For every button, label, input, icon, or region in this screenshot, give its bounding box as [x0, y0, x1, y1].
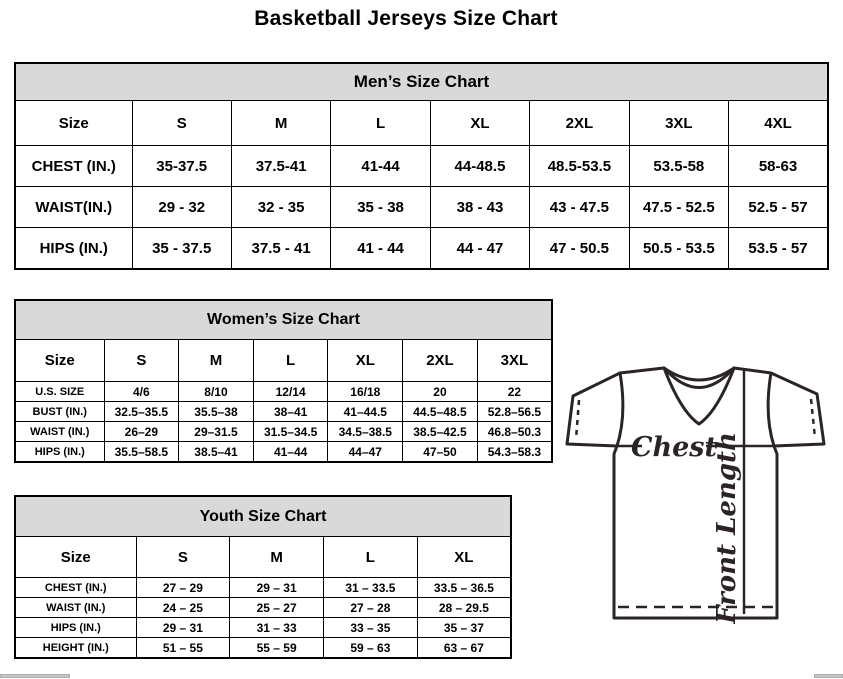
value-cell: 35 - 37.5	[132, 228, 231, 270]
row-label: HIPS (IN.)	[15, 442, 104, 463]
value-cell: 37.5-41	[231, 146, 330, 187]
youth-col-xl: XL	[417, 537, 511, 578]
womens-col-size: Size	[15, 340, 104, 382]
womens-column-header-row	[15, 340, 552, 382]
value-cell: 47–50	[403, 442, 478, 463]
value-cell: 31 – 33	[230, 618, 324, 638]
value-cell: 33.5 – 36.5	[417, 578, 511, 598]
scrollbar-fragment-right[interactable]	[814, 674, 843, 678]
value-cell: 48.5-53.5	[530, 146, 629, 187]
value-cell: 63 – 67	[417, 638, 511, 659]
mens-col-l: L	[331, 101, 430, 146]
youth-col-l: L	[324, 537, 418, 578]
row-label: U.S. SIZE	[15, 382, 104, 402]
row-label: HIPS (IN.)	[15, 228, 132, 270]
jersey-diagram	[563, 360, 839, 624]
value-cell: 4/6	[104, 382, 179, 402]
youth-title-row	[15, 496, 511, 537]
row-label: HEIGHT (IN.)	[15, 638, 136, 659]
row-label: CHEST (IN.)	[15, 578, 136, 598]
value-cell: 44–47	[328, 442, 403, 463]
mens-column-header-row	[15, 101, 828, 146]
value-cell: 27 – 29	[136, 578, 230, 598]
page-title: Basketball Jerseys Size Chart	[254, 7, 558, 30]
womens-col-l: L	[253, 340, 328, 382]
value-cell: 25 – 27	[230, 598, 324, 618]
collar-band-line-2	[665, 369, 733, 388]
value-cell: 59 – 63	[324, 638, 418, 659]
value-cell: 41-44	[331, 146, 430, 187]
row-label: WAIST(IN.)	[15, 187, 132, 228]
mens-col-3xl: 3XL	[629, 101, 728, 146]
value-cell: 35.5–38	[179, 402, 254, 422]
value-cell: 44.5–48.5	[403, 402, 478, 422]
value-cell: 51 – 55	[136, 638, 230, 659]
value-cell: 37.5 - 41	[231, 228, 330, 270]
value-cell: 53.5-58	[629, 146, 728, 187]
left-armhole-seam	[617, 373, 623, 446]
womens-col-2xl: 2XL	[403, 340, 478, 382]
right-armhole-seam	[768, 373, 774, 446]
row-label: CHEST (IN.)	[15, 146, 132, 187]
value-cell: 24 – 25	[136, 598, 230, 618]
value-cell: 28 – 29.5	[417, 598, 511, 618]
value-cell: 41–44	[253, 442, 328, 463]
value-cell: 50.5 - 53.5	[629, 228, 728, 270]
mens-table-title: Men’s Size Chart	[15, 63, 828, 101]
value-cell: 29–31.5	[179, 422, 254, 442]
mens-hips-row	[15, 228, 828, 270]
value-cell: 31 – 33.5	[324, 578, 418, 598]
value-cell: 29 – 31	[136, 618, 230, 638]
youth-chest-row	[15, 578, 511, 598]
value-cell: 35 – 37	[417, 618, 511, 638]
value-cell: 32.5–35.5	[104, 402, 179, 422]
youth-height-row	[15, 638, 511, 659]
mens-size-table	[14, 62, 829, 270]
youth-table-title: Youth Size Chart	[15, 496, 511, 537]
value-cell: 38.5–42.5	[403, 422, 478, 442]
value-cell: 34.5–38.5	[328, 422, 403, 442]
value-cell: 44 - 47	[430, 228, 529, 270]
value-cell: 46.8–50.3	[477, 422, 552, 442]
womens-waist-row	[15, 422, 552, 442]
value-cell: 41–44.5	[328, 402, 403, 422]
value-cell: 20	[403, 382, 478, 402]
value-cell: 53.5 - 57	[729, 228, 828, 270]
value-cell: 33 – 35	[324, 618, 418, 638]
mens-chest-row	[15, 146, 828, 187]
value-cell: 54.3–58.3	[477, 442, 552, 463]
chest-label: Chest	[631, 432, 717, 463]
womens-col-m: M	[179, 340, 254, 382]
value-cell: 22	[477, 382, 552, 402]
youth-col-size: Size	[15, 537, 136, 578]
youth-column-header-row	[15, 537, 511, 578]
mens-col-size: Size	[15, 101, 132, 146]
mens-col-4xl: 4XL	[729, 101, 828, 146]
value-cell: 47.5 - 52.5	[629, 187, 728, 228]
youth-hips-row	[15, 618, 511, 638]
value-cell: 41 - 44	[331, 228, 430, 270]
value-cell: 44-48.5	[430, 146, 529, 187]
value-cell: 29 – 31	[230, 578, 324, 598]
jersey-outline	[567, 368, 824, 618]
youth-col-m: M	[230, 537, 324, 578]
value-cell: 31.5–34.5	[253, 422, 328, 442]
value-cell: 47 - 50.5	[530, 228, 629, 270]
value-cell: 35.5–58.5	[104, 442, 179, 463]
value-cell: 26–29	[104, 422, 179, 442]
mens-title-row	[15, 63, 828, 101]
youth-col-s: S	[136, 537, 230, 578]
scrollbar-fragment-left[interactable]	[0, 674, 70, 678]
mens-waist-row	[15, 187, 828, 228]
youth-size-table	[14, 495, 512, 659]
value-cell: 35 - 38	[331, 187, 430, 228]
womens-col-xl: XL	[328, 340, 403, 382]
womens-col-s: S	[104, 340, 179, 382]
value-cell: 27 – 28	[324, 598, 418, 618]
youth-waist-row	[15, 598, 511, 618]
value-cell: 32 - 35	[231, 187, 330, 228]
value-cell: 8/10	[179, 382, 254, 402]
row-label: HIPS (IN.)	[15, 618, 136, 638]
left-cuff-dashed-line	[576, 400, 579, 439]
value-cell: 38–41	[253, 402, 328, 422]
value-cell: 35-37.5	[132, 146, 231, 187]
row-label: WAIST (IN.)	[15, 598, 136, 618]
womens-col-3xl: 3XL	[477, 340, 552, 382]
womens-hips-row	[15, 442, 552, 463]
value-cell: 29 - 32	[132, 187, 231, 228]
front-length-label: Front Length	[712, 432, 742, 624]
value-cell: 52.8–56.5	[477, 402, 552, 422]
value-cell: 58-63	[729, 146, 828, 187]
value-cell: 16/18	[328, 382, 403, 402]
value-cell: 55 – 59	[230, 638, 324, 659]
womens-table-title: Women’s Size Chart	[15, 300, 552, 340]
mens-col-s: S	[132, 101, 231, 146]
value-cell: 12/14	[253, 382, 328, 402]
row-label: WAIST (IN.)	[15, 422, 104, 442]
womens-bust-row	[15, 402, 552, 422]
womens-size-table	[14, 299, 553, 463]
row-label: BUST (IN.)	[15, 402, 104, 422]
mens-col-2xl: 2XL	[530, 101, 629, 146]
right-cuff-dashed-line	[811, 399, 815, 438]
womens-title-row	[15, 300, 552, 340]
value-cell: 52.5 - 57	[729, 187, 828, 228]
mens-col-m: M	[231, 101, 330, 146]
value-cell: 38 - 43	[430, 187, 529, 228]
womens-us-size-row	[15, 382, 552, 402]
mens-col-xl: XL	[430, 101, 529, 146]
value-cell: 43 - 47.5	[530, 187, 629, 228]
value-cell: 38.5–41	[179, 442, 254, 463]
